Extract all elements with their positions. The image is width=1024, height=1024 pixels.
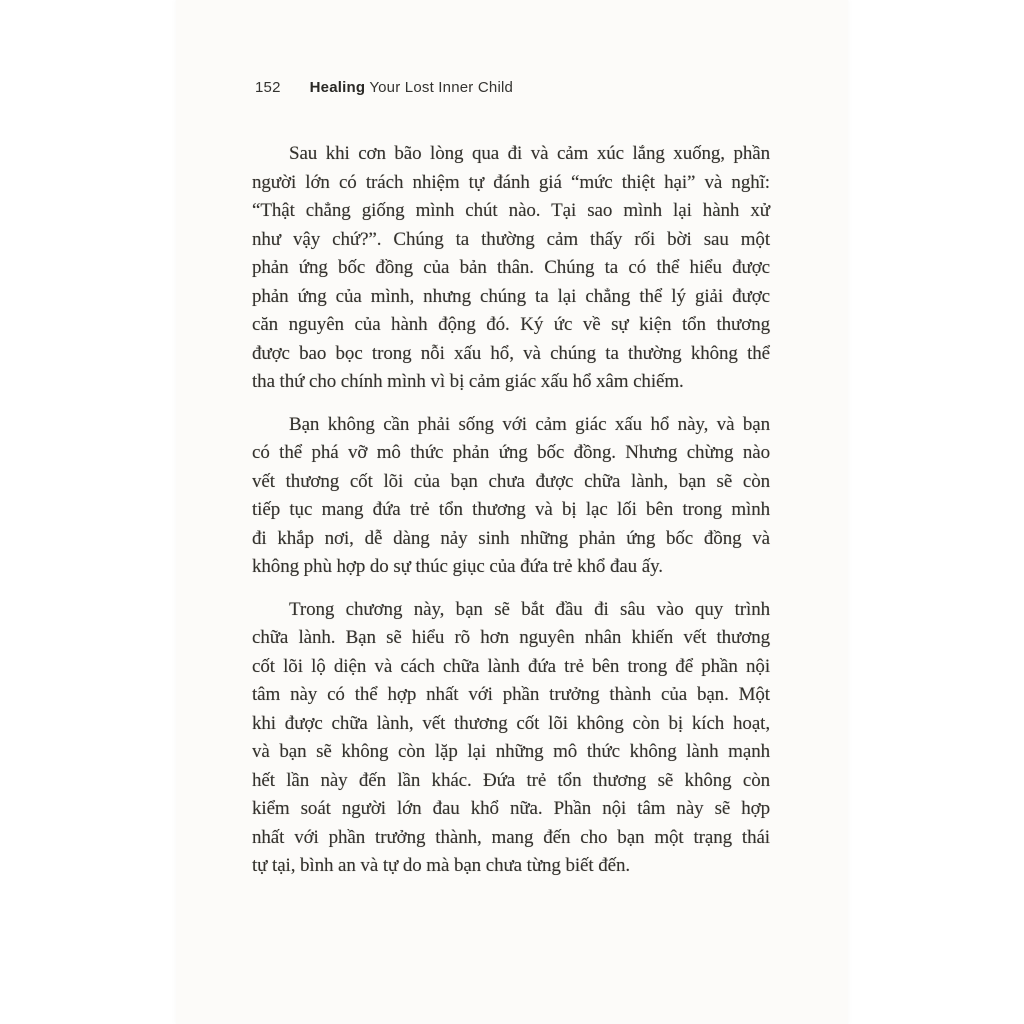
text-line: người lớn có trách nhiệm tự đánh giá “mức thiệt hại” và nghĩ: [252,171,770,193]
text-line: Trong chương này, bạn sẽ bắt đầu đi sâu vào quy trình [289,598,770,620]
text-line: tự tại, bình an và tự do mà bạn chưa từng biết đến. [252,855,630,876]
paragraph [252,411,770,582]
text-line: nhất với phần trưởng thành, mang đến cho bạn một trạng thái [252,826,770,848]
text-line: tâm này có thể hợp nhất với phần trưởng thành của bạn. Một [252,684,770,705]
text-line: tiếp tục mang đứa trẻ tổn thương và bị lạc lối bên trong mình [252,499,770,520]
text-line: và bạn sẽ không còn lặp lại những mô thức không lành mạnh [252,741,770,762]
book-page [176,0,848,1024]
text-line: Sau khi cơn bão lòng qua đi và cảm xúc lắng xuống, phần [289,143,770,164]
text-line: không phù hợp do sự thúc giục của đứa trẻ khổ đau ấy. [252,556,663,577]
paragraph [252,140,770,397]
text-line: đi khắp nơi, dễ dàng nảy sinh những phản ứng bốc đồng và [252,527,770,549]
text-line: được bao bọc trong nỗi xấu hổ, và chúng ta thường không thể [252,342,770,364]
text-line: cốt lõi lộ diện và cách chữa lành đứa trẻ bên trong để phần nội [252,655,770,677]
running-header [255,78,513,98]
text-line: “Thật chẳng giống mình chút nào. Tại sao mình lại hành xử [252,200,770,221]
text-line: hết lần này đến lần khác. Đứa trẻ tổn thương sẽ không còn [252,769,770,791]
text-line: Bạn không cần phải sống với cảm giác xấu hổ này, và bạn [289,413,770,435]
text-line: có thể phá vỡ mô thức phản ứng bốc đồng. Nhưng chừng nào [252,442,770,463]
text-line: khi được chữa lành, vết thương cốt lõi không còn bị kích hoạt, [252,712,770,734]
text-line: kiểm soát người lớn đau khổ nữa. Phần nội tâm này sẽ hợp [252,798,770,819]
book-title [310,78,513,98]
paragraph [252,596,770,881]
text-line: như vậy chứ?”. Chúng ta thường cảm thấy rối bời sau một [252,228,770,250]
text-line: tha thứ cho chính mình vì bị cảm giác xấu hổ xâm chiếm. [252,371,684,392]
text-line: căn nguyên của hành động đó. Ký ức về sự kiện tổn thương [252,314,770,335]
text-line: vết thương cốt lõi của bạn chưa được chữa lành, bạn sẽ còn [252,470,770,492]
text-line: phản ứng bốc đồng của bản thân. Chúng ta có thể hiểu được [252,257,770,278]
body-text [252,140,770,881]
text-line: chữa lành. Bạn sẽ hiểu rõ hơn nguyên nhân khiến vết thương [252,627,770,648]
book-title-rest: Your Lost Inner Child [365,79,514,96]
page-number: 152 [255,79,281,96]
book-title-bold: Healing [309,79,366,96]
text-line: phản ứng của mình, nhưng chúng ta lại chẳng thể lý giải được [252,285,770,307]
